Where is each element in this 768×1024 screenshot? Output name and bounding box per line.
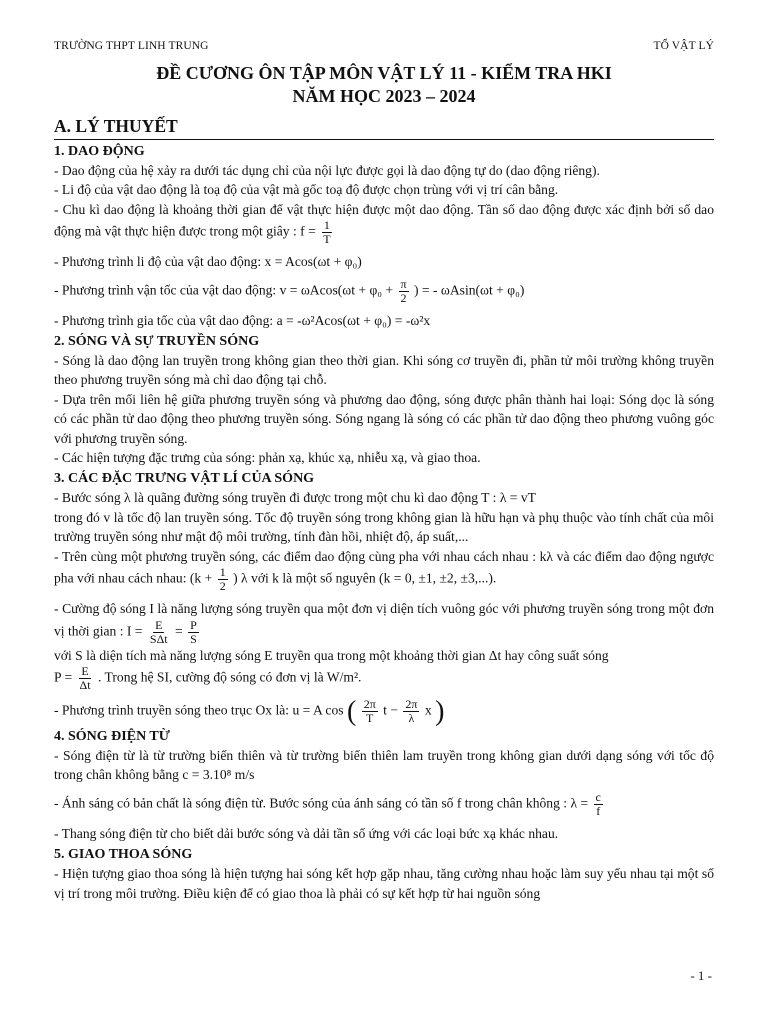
s3-para-1: - Bước sóng λ là quãng đường sóng truyền đi được trong một chu kì dao động T : λ = vT (54, 490, 536, 506)
heading-song-dien-tu: 4. SÓNG ĐIỆN TỪ (54, 728, 170, 744)
formula-intensity-1: $\frac{E}{\text{SΔt}}$ (149, 617, 168, 646)
s3-para-6: P = $\frac{E}{\Delta t}$ . Trong hệ SI, cường độ sóng có đơn vị là W/m². (54, 663, 362, 692)
s4-para-1: - Sóng điện từ là từ trường biến thiên và từ trường biến thiên lam truyền trong không gian dưới dạng sóng với tốc độ trong chân không bằng c = 3.10⁸ m/s (54, 747, 714, 783)
s5-para-1: - Hiện tượng giao thoa sóng là hiện tượng hai sóng kết hợp gặp nhau, tăng cường nhau hoặc làm suy yếu nhau tại một số vị trí trong môi trường. Điều kiện để có giao thoa là phải có sự kết hợp từ hai nguồn sóng (54, 866, 714, 901)
s1-para-4: - Phương trình li độ của vật dao động: x = Acos(ωt + φ₀) (54, 254, 362, 270)
s3-para-7: - Phương trình truyền sóng theo trục Ox là: u = A cos ( $\frac{2\pi}{T}$ t − $\frac{2\pi}{\lambda}$ x ) (54, 695, 445, 727)
title-line-2: NĂM HỌC 2023 – 2024 (292, 86, 476, 106)
formula-wave-1: $\frac{2\pi}{T}$ (363, 696, 376, 725)
s1-para-1: - Dao động của hệ xảy ra dưới tác dụng chỉ của nội lực được gọi là dao động tự do (dao động riêng). (54, 163, 600, 178)
document-title (54, 62, 714, 108)
formula-wavelength: $\frac{c}{f}$ (595, 789, 601, 818)
heading-dac-trung-song: 3. CÁC ĐẶC TRƯNG VẬT LÍ CỦA SÓNG (54, 471, 315, 487)
title-line-1: ĐỀ CƯƠNG ÔN TẬP MÔN VẬT LÝ 11 - KIỂM TRA HKI (156, 63, 612, 83)
s1-para-2: - Li độ của vật dao động là toạ độ của vật mà gốc toạ độ được chọn trùng với vị trí cân bằng. (54, 182, 559, 198)
formula-one-half: $\frac{1}{2}$ (219, 565, 226, 594)
formula-intensity-2: $\frac{P}{S}$ (190, 617, 197, 646)
department-name: TỔ VẬT LÝ (653, 40, 714, 52)
heading-giao-thoa: 5. GIAO THOA SÓNG (54, 847, 193, 863)
s3-para-2: trong đó v là tốc độ lan truyền sóng. Tốc độ truyền sóng trong không gian là hữu hạn và phụ thuộc vào tính chất của môi trường truyền sóng như mật độ môi trường, tính đàn hồi, nhiệt độ, áp suất,... (54, 509, 714, 545)
formula-wave-2: $\frac{2\pi}{\lambda}$ (405, 696, 418, 725)
page-header (54, 40, 714, 52)
s3-para-4: - Cường độ sóng I là năng lượng sóng truyền qua một đơn vị diện tích vuông góc với phương truyền sóng trong một đơn vị thời gian : I = $\frac{E}{\text{SΔt}}$ = $\frac{P}{S}$ (54, 601, 714, 646)
heading-dao-dong: 1. DAO ĐỘNG (54, 144, 145, 159)
formula-power: $\frac{E}{\Delta t}$ (79, 663, 91, 692)
s2-para-1: - Sóng là dao động lan truyền trong không gian theo thời gian. Khi sóng cơ truyền đi, phần tử môi trường không truyền theo phương truyền sóng mà chỉ dao động tại chỗ. (54, 353, 714, 388)
heading-song: 2. SÓNG VÀ SỰ TRUYỀN SÓNG (54, 334, 260, 350)
s1-para-6: - Phương trình gia tốc của vật dao động: a = -ω²Acos(ωt + φ₀) = -ω²x (54, 312, 431, 328)
formula-frequency: $\frac{1}{T}$ (323, 218, 331, 247)
page-number: - 1 - (690, 968, 712, 983)
school-name: TRƯỜNG THPT LINH TRUNG (54, 40, 209, 52)
formula-pi-half: $\frac{\pi}{2}$ (400, 276, 407, 305)
s1-para-3: - Chu kì dao động là khoảng thời gian để vật thực hiện được một dao động. Tần số dao động được xác định bởi số dao động mà vật thực hiện được trong một giây : f = $\frac{1}{T}$ (54, 201, 714, 247)
s3-para-3: - Trên cùng một phương truyền sóng, các điểm dao động cùng pha với nhau cách nhau : kλ và các điểm dao động ngược pha với nhau cách nhau: (k + $\frac{1}{2}$ ) λ với k là một số nguyên (k = 0, ±1, ±2, ±3,...). (54, 548, 714, 594)
section-a-heading: A. LÝ THUYẾT (54, 116, 714, 140)
s2-para-2: - Dựa trên mối liên hệ giữa phương truyền sóng và phương dao động, sóng được phân thành hai loại: Sóng dọc là sóng có các phần tử dao động theo phương truyền sóng. Sóng ngang là sóng có các phần tử dao động theo phương vuông góc với phương truyền sóng. (54, 391, 714, 446)
s3-para-5: với S là diện tích mà năng lượng sóng E truyền qua trong một khoảng thời gian Δt hay công suất sóng (54, 647, 609, 663)
s1-para-5: - Phương trình vận tốc của vật dao động: v = ωAcos(ωt + φ₀ + $\frac{\pi}{2}$ ) = - ωAsin(ωt + φ₀) (54, 276, 525, 305)
s4-para-2: - Ánh sáng có bản chất là sóng điện từ. Bước sóng của ánh sáng có tần số f trong chân không : λ = $\frac{c}{f}$ (54, 789, 601, 818)
document-page (54, 40, 714, 903)
s4-para-3: - Thang sóng điện từ cho biết dải bước sóng và dải tần số ứng với các loại bức xạ khác nhau. (54, 825, 559, 841)
s2-para-3: - Các hiện tượng đặc trưng của sóng: phản xạ, khúc xạ, nhiễu xạ, và giao thoa. (54, 450, 481, 466)
